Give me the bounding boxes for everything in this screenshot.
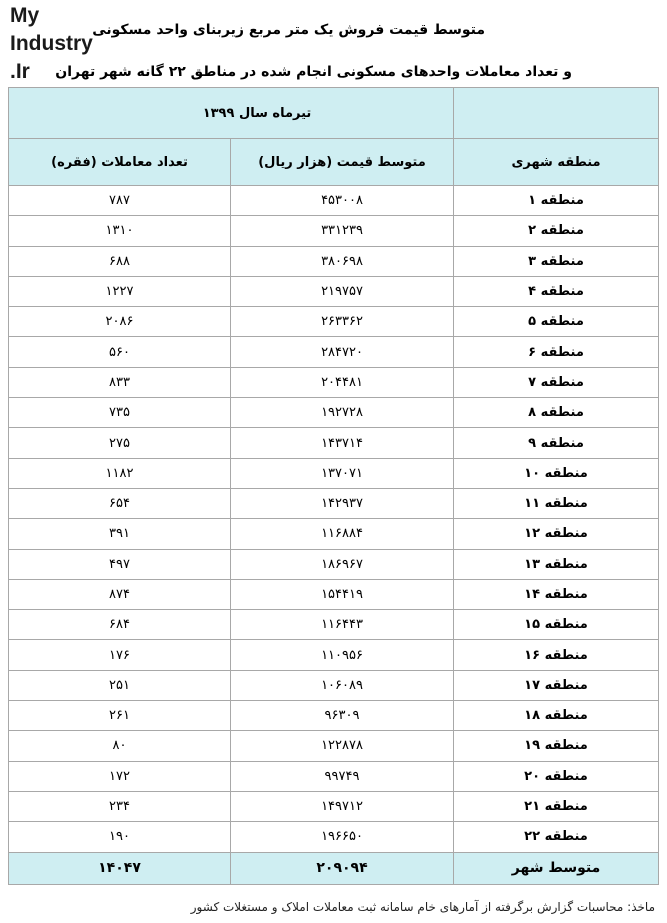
region-cell: منطقه ۴ xyxy=(454,276,659,306)
table-period-row xyxy=(9,88,659,139)
table-row xyxy=(9,216,659,246)
table-row xyxy=(9,519,659,549)
table-row xyxy=(9,761,659,791)
table-body xyxy=(9,186,659,853)
table-row xyxy=(9,367,659,397)
table-header-empty-cell xyxy=(454,88,659,139)
table-title-line1: متوسط قیمت فروش یک متر مربع زیربنای واحد مسکونی xyxy=(92,22,485,38)
region-cell: منطقه ۱۶ xyxy=(454,640,659,670)
table-row xyxy=(9,791,659,821)
count-cell: ۲۶۱ xyxy=(9,701,231,731)
region-cell: منطقه ۱۸ xyxy=(454,701,659,731)
table-row xyxy=(9,640,659,670)
table-period-label: تیرماه سال ۱۳۹۹ xyxy=(202,105,312,121)
price-cell: ۲۸۴۷۲۰ xyxy=(231,337,454,367)
region-cell: منطقه ۱۷ xyxy=(454,670,659,700)
count-cell: ۱۷۲ xyxy=(9,761,231,791)
column-header-region: منطقه شهری xyxy=(454,139,659,186)
count-cell: ۲۵۱ xyxy=(9,670,231,700)
price-cell: ۱۹۲۷۲۸ xyxy=(231,398,454,428)
price-cell: ۲۶۳۳۶۲ xyxy=(231,307,454,337)
region-cell: منطقه ۱۴ xyxy=(454,579,659,609)
column-header-price: متوسط قیمت (هزار ریال) xyxy=(231,139,454,186)
total-region-cell: متوسط شهر xyxy=(454,852,659,884)
region-cell: منطقه ۱۱ xyxy=(454,488,659,518)
region-cell: منطقه ۷ xyxy=(454,367,659,397)
region-cell: منطقه ۲۱ xyxy=(454,791,659,821)
table-row xyxy=(9,488,659,518)
region-cell: منطقه ۵ xyxy=(454,307,659,337)
table-row xyxy=(9,731,659,761)
table-row xyxy=(9,701,659,731)
table-row xyxy=(9,458,659,488)
table-total-row xyxy=(9,852,659,884)
count-cell: ۱۹۰ xyxy=(9,822,231,852)
count-cell: ۶۸۸ xyxy=(9,246,231,276)
count-cell: ۸۷۴ xyxy=(9,579,231,609)
price-cell: ۲۱۹۷۵۷ xyxy=(231,276,454,306)
count-cell: ۲۷۵ xyxy=(9,428,231,458)
total-count-cell: ۱۴۰۴۷ xyxy=(9,852,231,884)
brand-logo-line3: .Ir xyxy=(10,60,30,83)
region-cell: منطقه ۱ xyxy=(454,186,659,216)
price-cell: ۱۹۶۶۵۰ xyxy=(231,822,454,852)
table-row xyxy=(9,670,659,700)
price-cell: ۱۱۰۹۵۶ xyxy=(231,640,454,670)
table-row xyxy=(9,337,659,367)
price-cell: ۳۸۰۶۹۸ xyxy=(231,246,454,276)
count-cell: ۲۳۴ xyxy=(9,791,231,821)
count-cell: ۵۶۰ xyxy=(9,337,231,367)
table-row xyxy=(9,822,659,852)
table-row xyxy=(9,246,659,276)
region-cell: منطقه ۸ xyxy=(454,398,659,428)
price-cell: ۱۸۶۹۶۷ xyxy=(231,549,454,579)
brand-logo-line2: Industry xyxy=(10,32,93,55)
price-cell: ۱۳۷۰۷۱ xyxy=(231,458,454,488)
count-cell: ۲۰۸۶ xyxy=(9,307,231,337)
table-row xyxy=(9,186,659,216)
count-cell: ۷۸۷ xyxy=(9,186,231,216)
table-row xyxy=(9,307,659,337)
count-cell: ۱۳۱۰ xyxy=(9,216,231,246)
price-cell: ۱۴۲۹۳۷ xyxy=(231,488,454,518)
price-cell: ۱۵۴۴۱۹ xyxy=(231,579,454,609)
source-note: ماخذ: محاسبات گزارش برگرفته از آمارهای خام سامانه ثبت معاملات املاک و مستغلات کشور xyxy=(190,900,655,914)
price-cell: ۱۲۲۸۷۸ xyxy=(231,731,454,761)
column-header-count: تعداد معاملات (فقره) xyxy=(9,139,231,186)
region-cell: منطقه ۱۵ xyxy=(454,610,659,640)
count-cell: ۱۱۸۲ xyxy=(9,458,231,488)
table-row xyxy=(9,276,659,306)
price-cell: ۹۶۳۰۹ xyxy=(231,701,454,731)
count-cell: ۱۲۲۷ xyxy=(9,276,231,306)
region-cell: منطقه ۶ xyxy=(454,337,659,367)
region-cell: منطقه ۱۲ xyxy=(454,519,659,549)
region-cell: منطقه ۹ xyxy=(454,428,659,458)
price-transactions-table xyxy=(8,87,659,885)
table-row xyxy=(9,428,659,458)
table-period-cell xyxy=(9,88,454,139)
count-cell: ۸۳۳ xyxy=(9,367,231,397)
price-cell: ۲۰۴۴۸۱ xyxy=(231,367,454,397)
region-cell: منطقه ۱۳ xyxy=(454,549,659,579)
table-title-line2: و تعداد معاملات واحدهای مسکونی انجام شده در مناطق ۲۲ گانه شهر تهران xyxy=(55,64,572,80)
region-cell: منطقه ۲ xyxy=(454,216,659,246)
region-cell: منطقه ۳ xyxy=(454,246,659,276)
count-cell: ۳۹۱ xyxy=(9,519,231,549)
table-row xyxy=(9,610,659,640)
count-cell: ۴۹۷ xyxy=(9,549,231,579)
region-cell: منطقه ۱۰ xyxy=(454,458,659,488)
count-cell: ۶۸۴ xyxy=(9,610,231,640)
price-cell: ۱۴۳۷۱۴ xyxy=(231,428,454,458)
count-cell: ۶۵۴ xyxy=(9,488,231,518)
brand-logo-line1: My xyxy=(10,4,40,27)
table-column-header-row xyxy=(9,139,659,186)
price-cell: ۴۵۳۰۰۸ xyxy=(231,186,454,216)
count-cell: ۷۳۵ xyxy=(9,398,231,428)
region-cell: منطقه ۲۲ xyxy=(454,822,659,852)
total-price-cell: ۲۰۹۰۹۴ xyxy=(231,852,454,884)
price-cell: ۱۰۶۰۸۹ xyxy=(231,670,454,700)
table-row xyxy=(9,579,659,609)
price-cell: ۱۱۶۴۴۳ xyxy=(231,610,454,640)
table-row xyxy=(9,398,659,428)
count-cell: ۱۷۶ xyxy=(9,640,231,670)
price-cell: ۹۹۷۴۹ xyxy=(231,761,454,791)
region-cell: منطقه ۲۰ xyxy=(454,761,659,791)
price-cell: ۳۳۱۲۳۹ xyxy=(231,216,454,246)
price-cell: ۱۱۶۸۸۴ xyxy=(231,519,454,549)
price-cell: ۱۴۹۷۱۲ xyxy=(231,791,454,821)
region-cell: منطقه ۱۹ xyxy=(454,731,659,761)
count-cell: ۸۰ xyxy=(9,731,231,761)
table-row xyxy=(9,549,659,579)
